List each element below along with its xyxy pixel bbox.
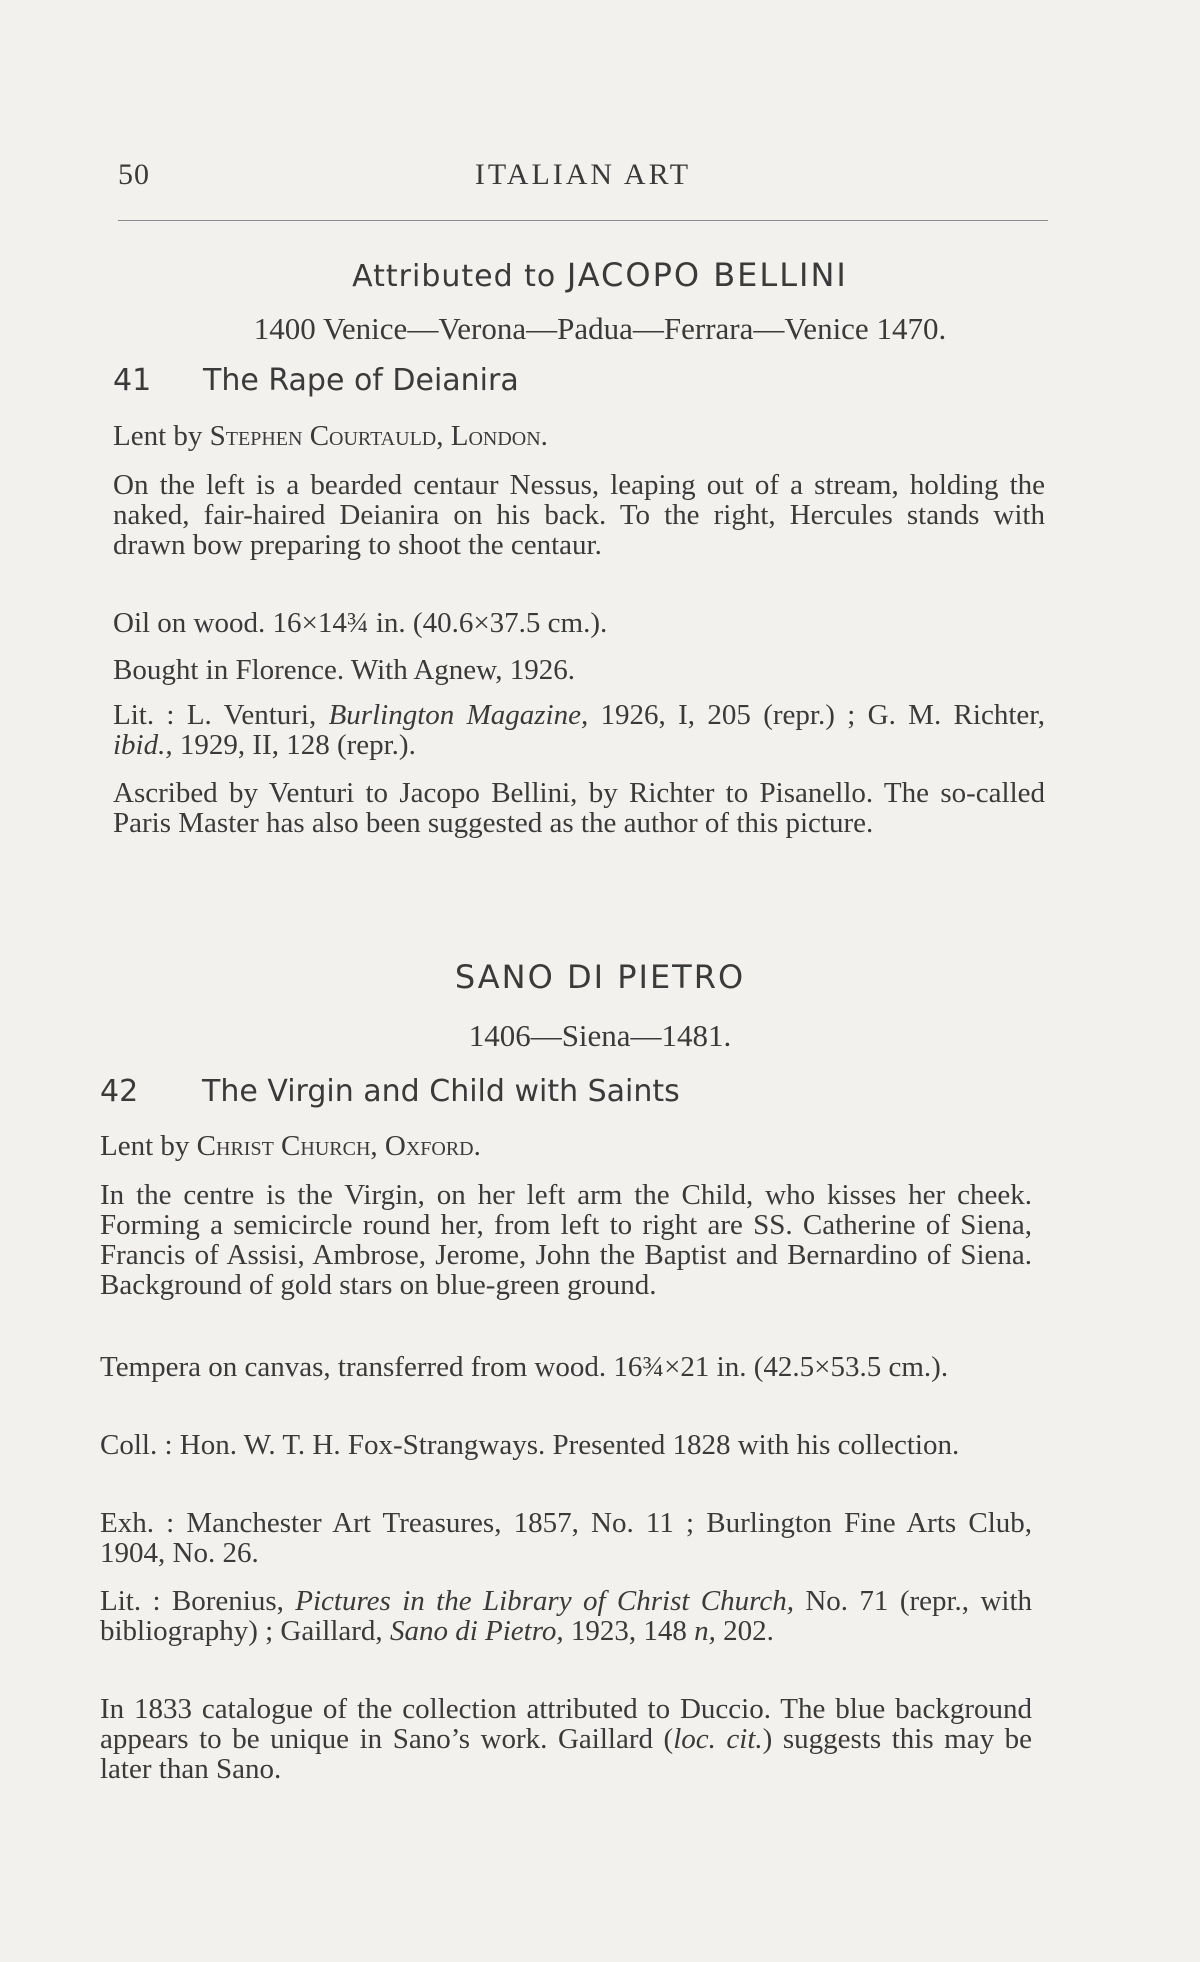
collection: Coll. : Hon. W. T. H. Fox-Strangways. Presented 1828 with his collection.	[100, 1429, 960, 1461]
header-rule	[118, 220, 1048, 221]
lit-mid: 1926, I, 205 (repr.) ; G. M. Richter,	[588, 699, 1045, 731]
artist-heading-bellini	[0, 256, 1200, 294]
entry-title-42	[100, 1074, 680, 1109]
artwork-title: The Rape of Deianira	[203, 363, 519, 398]
lender-name: Christ Church, Oxford.	[196, 1130, 481, 1162]
artist-dates: 1400 Venice—Verona—Padua—Ferrara—Venice 1470.	[253, 311, 947, 346]
lent-prefix: Lent by	[100, 1130, 197, 1162]
medium-dimensions: Tempera on canvas, transferred from wood. 16¾×21 in. (42.5×53.5 cm.).	[100, 1351, 949, 1383]
lit-journal: Burlington Magazine,	[328, 699, 589, 731]
lit-end: 1929, II, 128 (repr.).	[172, 729, 416, 761]
attribution-note: Ascribed by Venturi to Jacopo Bellini, by Richter to Pisanello. The so-called Paris Master has also been suggested as the author of this picture.	[113, 777, 1045, 839]
entry-title-41	[113, 363, 519, 398]
description: On the left is a bearded centaur Nessus, leaping out of a stream, holding the naked, fair-haired Deianira on his back. To the right, Hercules stands with drawn bow preparing to shoot the centaur.	[113, 469, 1045, 561]
exhibition: Exh. : Manchester Art Treasures, 1857, No. 11 ; Burlington Fine Arts Club, 1904, No. 26.	[100, 1507, 1032, 1569]
catalogue-number: 41	[113, 363, 152, 398]
note-start: In 1833 catalogue of the collection attributed to Duccio. The blue background appears to be unique in Sano’s work. Gaillard (	[100, 1693, 1032, 1755]
note-end: ) suggests this may be later than Sano.	[100, 1723, 1032, 1785]
catalogue-number: 42	[100, 1074, 139, 1109]
lit-ibid: ibid.,	[113, 729, 173, 761]
lit-prefix: Lit. : Borenius,	[100, 1585, 296, 1617]
page-header	[118, 158, 1048, 198]
attribution-prefix: Attributed to	[352, 259, 567, 294]
lit-end: 202.	[715, 1615, 774, 1647]
artist-heading-sano: SANO DI PIETRO	[454, 958, 746, 996]
lit-n: n,	[694, 1615, 716, 1647]
artwork-title: The Virgin and Child with Saints	[202, 1074, 680, 1109]
literature	[100, 1586, 1032, 1646]
medium-dimensions: Oil on wood. 16×14¾ in. (40.6×37.5 cm.).	[113, 607, 608, 639]
lender-name: Stephen Courtauld, London.	[209, 420, 548, 452]
lit-mid2: 1923, 148	[563, 1615, 695, 1647]
lit-mid: No. 71 (repr., with bibliography) ; Gaillard,	[100, 1585, 1032, 1647]
page-number: 50	[118, 158, 150, 191]
artist-name: JACOPO BELLINI	[566, 256, 848, 294]
note-loc: loc. cit.	[673, 1723, 763, 1755]
lit-book: Pictures in the Library of Christ Church,	[295, 1585, 794, 1617]
lit-prefix: Lit. : L. Venturi,	[113, 699, 329, 731]
description: In the centre is the Virgin, on her left arm the Child, who kisses her cheek. Forming a semicircle round her, from left to right are SS. Catherine of Siena, Francis of Assisi, Ambrose, Jerome, John the Baptist and Bernardino of Siena. Background of gold stars on blue-green ground.	[100, 1179, 1032, 1301]
lender-line	[113, 421, 1045, 451]
artist-dates: 1406—Siena—1481.	[468, 1018, 732, 1053]
attribution-note	[100, 1694, 1032, 1784]
lender-line	[100, 1131, 1032, 1161]
lent-prefix: Lent by	[113, 420, 210, 452]
provenance: Bought in Florence. With Agnew, 1926.	[113, 654, 575, 686]
lit-book2: Sano di Pietro,	[389, 1615, 564, 1647]
literature	[113, 700, 1045, 760]
running-title: ITALIAN ART	[474, 158, 692, 191]
